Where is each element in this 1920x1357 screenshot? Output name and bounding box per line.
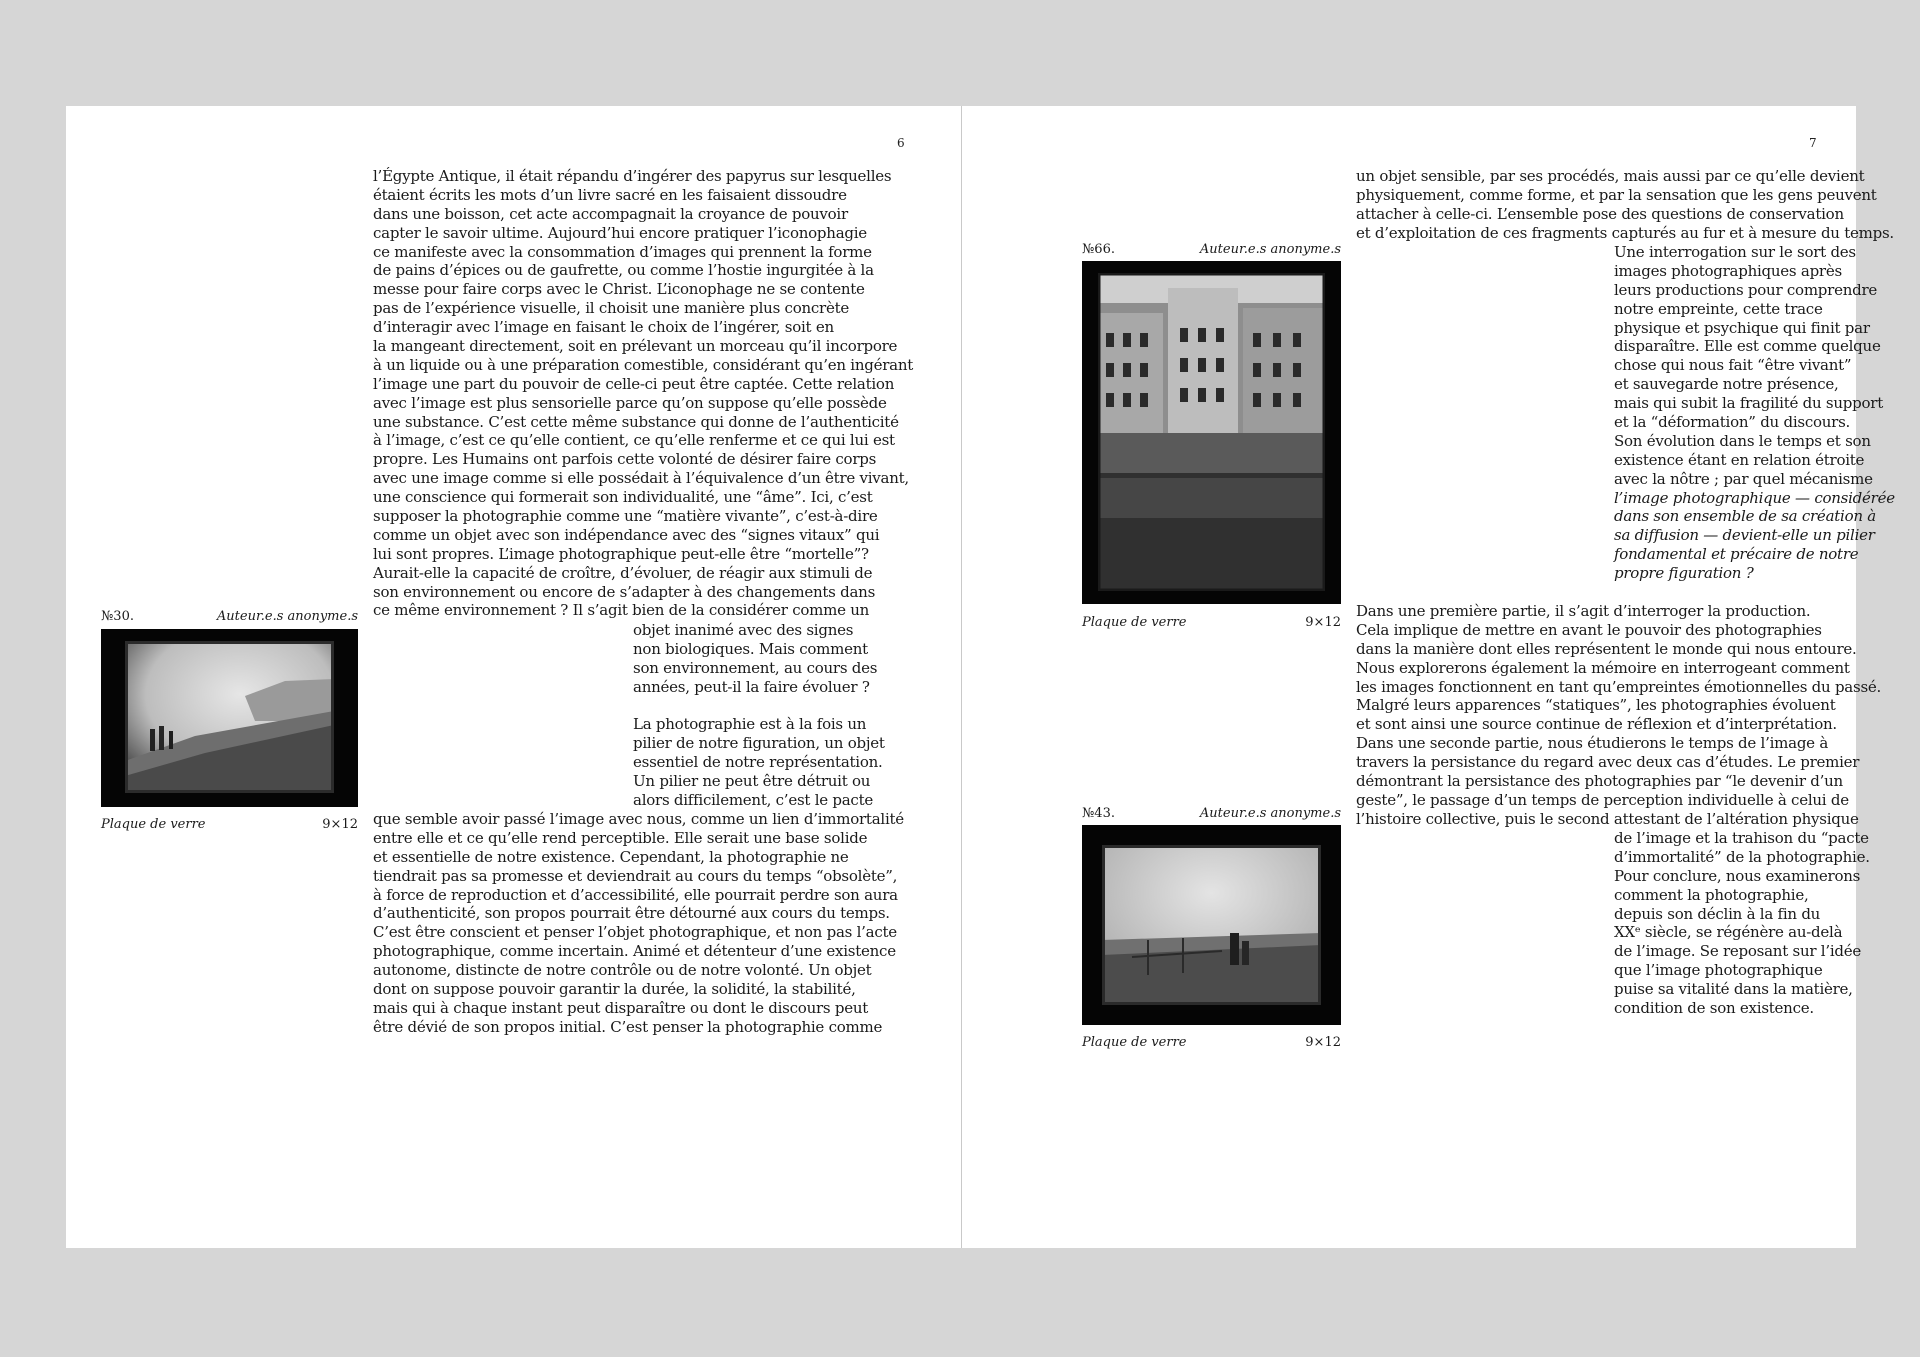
text-line: que l’image photographique <box>1614 961 1823 980</box>
text-line: propre. Les Humains ont parfois cette volonté de désirer faire corps <box>373 450 877 469</box>
text-line: l’histoire collective, puis le second attestant de l’altération physique <box>1356 809 1859 828</box>
text-line: et sauvegarde notre présence, <box>1614 375 1839 394</box>
right-end-text <box>1614 829 1870 1018</box>
photo-bridge-river <box>125 641 334 793</box>
text-line: dans la manière dont elles représentent le monde qui nous entoure. <box>1356 639 1857 658</box>
text-line: une conscience qui formerait son individualité, une “âme”. Ici, c’est <box>373 488 873 507</box>
page-number-right: 7 <box>1809 136 1817 150</box>
figure-author: Auteur.e.s anonyme.s <box>1199 242 1341 257</box>
book-spread <box>66 106 1895 1248</box>
text-line: d’interagir avec l’image en faisant le choix de l’ingérer, soit en <box>373 318 834 337</box>
photo-buildings-waterfront <box>1098 273 1325 591</box>
text-line: images photographiques après <box>1614 261 1842 280</box>
text-line: à force de reproduction et d’accessibilité, elle pourrait perdre son aura <box>373 885 898 904</box>
text-line: mais qui à chaque instant peut disparaître ou dont le discours peut <box>373 998 869 1017</box>
text-line-italic: l’image photographique — considérée <box>1614 488 1895 507</box>
text-line: leurs productions pour comprendre <box>1614 280 1878 299</box>
text-line: disparaître. Elle est comme quelque <box>1614 337 1881 356</box>
text-line: les images fonctionnent en tant qu’empreintes émotionnelles du passé. <box>1356 677 1882 696</box>
text-line: à l’image, c’est ce qu’elle contient, ce qu’elle renferme et ce qui lui est <box>373 431 895 450</box>
text-line-italic: fondamental et précaire de notre <box>1614 545 1859 564</box>
page-number-left: 6 <box>897 136 905 150</box>
text-line: geste”, le passage d’un temps de perception individuelle à celui de <box>1356 790 1849 809</box>
text-line: physique et psychique qui finit par <box>1614 318 1870 337</box>
text-line: un objet sensible, par ses procédés, mais aussi par ce qu’elle devient <box>1356 167 1865 185</box>
figure-caption-top <box>101 609 358 625</box>
text-line: et sont ainsi une source continue de réflexion et d’interprétation. <box>1356 715 1837 734</box>
text-line-italic: sa diffusion — devient-elle un pilier <box>1614 526 1875 545</box>
text-line: années, peut-il la faire évoluer ? <box>633 677 870 696</box>
text-line: non biologiques. Mais comment <box>633 639 868 658</box>
text-line: tiendrait pas sa promesse et deviendrait au cours du temps “obsolète”, <box>373 866 898 885</box>
left-narrow-text <box>633 621 885 810</box>
text-line: Malgré leurs apparences “statiques”, les photographies évoluent <box>1356 696 1836 715</box>
text-line: Dans une seconde partie, nous étudierons le temps de l’image à <box>1356 734 1829 753</box>
text-line: avec l’image est plus sensorielle parce qu’on suppose qu’elle possède <box>373 393 887 412</box>
text-line: de l’image et la trahison du “pacte <box>1614 829 1869 847</box>
figure-43 <box>1082 806 1341 1068</box>
text-line: ce manifeste avec la consommation d’images qui prennent la forme <box>373 242 872 261</box>
text-line: alors difficilement, c’est le pacte <box>633 791 873 810</box>
text-line: la mangeant directement, soit en prélevant un morceau qu’il incorpore <box>373 337 898 356</box>
text-line: notre empreinte, cette trace <box>1614 299 1823 318</box>
text-line: de pains d’épices ou de gaufrette, ou comme l’hostie ingurgitée à la <box>373 261 874 280</box>
right-narrow-text <box>1614 243 1895 583</box>
text-line: d’immortalité” de la photographie. <box>1614 847 1870 866</box>
text-line: dans une boisson, cet acte accompagnait la croyance de pouvoir <box>373 204 848 223</box>
text-line: dont on suppose pouvoir garantir la durée, la solidité, la stabilité, <box>373 980 856 999</box>
figure-caption-bottom <box>1082 1035 1341 1051</box>
text-line: puise sa vitalité dans la matière, <box>1614 980 1853 999</box>
text-line: Cela implique de mettre en avant le pouvoir des photographies <box>1356 620 1822 639</box>
text-line: La photographie est à la fois un <box>633 715 867 734</box>
text-line: son environnement ou encore de s’adapter à des changements dans <box>373 582 876 601</box>
text-line: autonome, distincte de notre contrôle ou de notre volonté. Un objet <box>373 961 872 980</box>
text-line: avec une image comme si elle possédait à l’équivalence d’un être vivant, <box>373 469 909 488</box>
text-line: ce même environnement ? Il s’agit bien de la considérer comme un <box>373 601 870 620</box>
text-line: Nous explorerons également la mémoire en interrogeant comment <box>1356 658 1850 677</box>
figure-caption-bottom <box>101 817 358 833</box>
text-line: XXᵉ siècle, se régénère au-delà <box>1614 923 1843 942</box>
text-line <box>633 697 885 716</box>
text-line: démontrant la persistance des photographies par “le devenir d’un <box>1356 772 1843 791</box>
right-middle-text <box>1356 602 1881 829</box>
text-line: comment la photographie, <box>1614 885 1809 904</box>
text-line: l’image une part du pouvoir de celle-ci peut être captée. Cette relation <box>373 374 895 393</box>
figure-medium: Plaque de verre <box>101 817 206 832</box>
text-line: attacher à celle-ci. L’ensemble pose des questions de conservation <box>1356 204 1844 223</box>
text-line-italic: dans son ensemble de sa création à <box>1614 507 1876 526</box>
text-line: Son évolution dans le temps et son <box>1614 431 1871 450</box>
text-line: mais qui subit la fragilité du support <box>1614 394 1883 413</box>
text-line: pilier de notre figuration, un objet <box>633 734 885 753</box>
text-line: à un liquide ou à une préparation comestible, considérant qu’en ingérant <box>373 355 914 374</box>
figure-author: Auteur.e.s anonyme.s <box>216 609 358 624</box>
glass-plate-frame <box>101 629 358 807</box>
figure-medium: Plaque de verre <box>1082 615 1187 630</box>
text-line: comme un objet avec son indépendance avec des “signes vitaux” qui <box>373 525 880 544</box>
text-line: que semble avoir passé l’image avec nous, comme un lien d’immortalité <box>373 810 904 828</box>
text-line: physiquement, comme forme, et par la sensation que les gens peuvent <box>1356 185 1877 204</box>
figure-number: №66. <box>1082 242 1115 257</box>
text-line-italic: propre figuration ? <box>1614 564 1754 583</box>
text-line: condition de son existence. <box>1614 999 1814 1018</box>
glass-plate-frame <box>1082 261 1341 604</box>
figure-number: №30. <box>101 609 134 624</box>
left-page <box>66 106 961 1248</box>
text-line: de l’image. Se reposant sur l’idée <box>1614 942 1862 961</box>
text-line: supposer la photographie comme une “matière vivante”, c’est-à-dire <box>373 507 878 526</box>
text-line: messe pour faire corps avec le Christ. L’iconophage ne se contente <box>373 280 865 299</box>
text-line: entre elle et ce qu’elle rend perceptible. Elle serait une base solide <box>373 828 868 847</box>
text-line: l’Égypte Antique, il était répandu d’ingérer des papyrus sur lesquelles <box>373 167 892 185</box>
figure-author: Auteur.e.s anonyme.s <box>1199 806 1341 821</box>
text-line: Une interrogation sur le sort des <box>1614 243 1856 261</box>
figure-caption-top <box>1082 242 1341 258</box>
text-line: étaient écrits les mots d’un livre sacré en les faisaient dissoudre <box>373 185 847 204</box>
text-line: photographique, comme incertain. Animé et détenteur d’une existence <box>373 942 896 961</box>
text-line: C’est être conscient et penser l’objet photographique, et non pas l’acte <box>373 923 897 942</box>
figure-66 <box>1082 242 1341 636</box>
text-line: chose qui nous fait “être vivant” <box>1614 356 1852 375</box>
figure-number: №43. <box>1082 806 1115 821</box>
text-line: et essentielle de notre existence. Cependant, la photographie ne <box>373 847 849 866</box>
figure-caption-bottom <box>1082 615 1341 631</box>
left-bottom-text <box>373 810 904 1037</box>
text-line: travers la persistance du regard avec deux cas d’études. Le premier <box>1356 753 1860 772</box>
text-line: Pour conclure, nous examinerons <box>1614 866 1861 885</box>
text-line: être dévié de son propos initial. C’est penser la photographie comme <box>373 1017 883 1036</box>
figure-medium: Plaque de verre <box>1082 1035 1187 1050</box>
text-line: son environnement, au cours des <box>633 658 878 677</box>
text-line: objet inanimé avec des signes <box>633 621 854 639</box>
text-line: pas de l’expérience visuelle, il choisit une manière plus concrète <box>373 299 850 318</box>
text-line: depuis son déclin à la fin du <box>1614 904 1821 923</box>
text-line: et d’exploitation de ces fragments capturés au fur et à mesure du temps. <box>1356 223 1894 242</box>
text-line: une substance. C’est cette même substance qui donne de l’authenticité <box>373 412 899 431</box>
text-line: lui sont propres. L’image photographique peut-elle être “mortelle”? <box>373 544 869 563</box>
text-line: et la “déformation” du discours. <box>1614 413 1851 432</box>
text-line: Un pilier ne peut être détruit ou <box>633 772 871 791</box>
text-line: essentiel de notre représentation. <box>633 753 883 772</box>
right-top-text <box>1356 167 1894 243</box>
figure-size: 9×12 <box>322 817 358 832</box>
left-body-text <box>373 167 913 620</box>
text-line: avec la nôtre ; par quel mécanisme <box>1614 469 1873 488</box>
right-page <box>962 106 1895 1248</box>
photo-figures-field <box>1102 845 1321 1005</box>
figure-size: 9×12 <box>1305 615 1341 630</box>
text-line: capter le savoir ultime. Aujourd’hui encore pratiquer l’iconophagie <box>373 223 867 242</box>
text-line: existence étant en relation étroite <box>1614 450 1865 469</box>
figure-size: 9×12 <box>1305 1035 1341 1050</box>
figure-caption-top <box>1082 806 1341 822</box>
text-line: Aurait-elle la capacité de croître, d’évoluer, de réagir aux stimuli de <box>373 563 873 582</box>
text-line: d’authenticité, son propos pourrait être détourné aux cours du temps. <box>373 904 890 923</box>
glass-plate-frame <box>1082 825 1341 1025</box>
text-line: Dans une première partie, il s’agit d’interroger la production. <box>1356 602 1811 620</box>
figure-30 <box>101 609 358 834</box>
